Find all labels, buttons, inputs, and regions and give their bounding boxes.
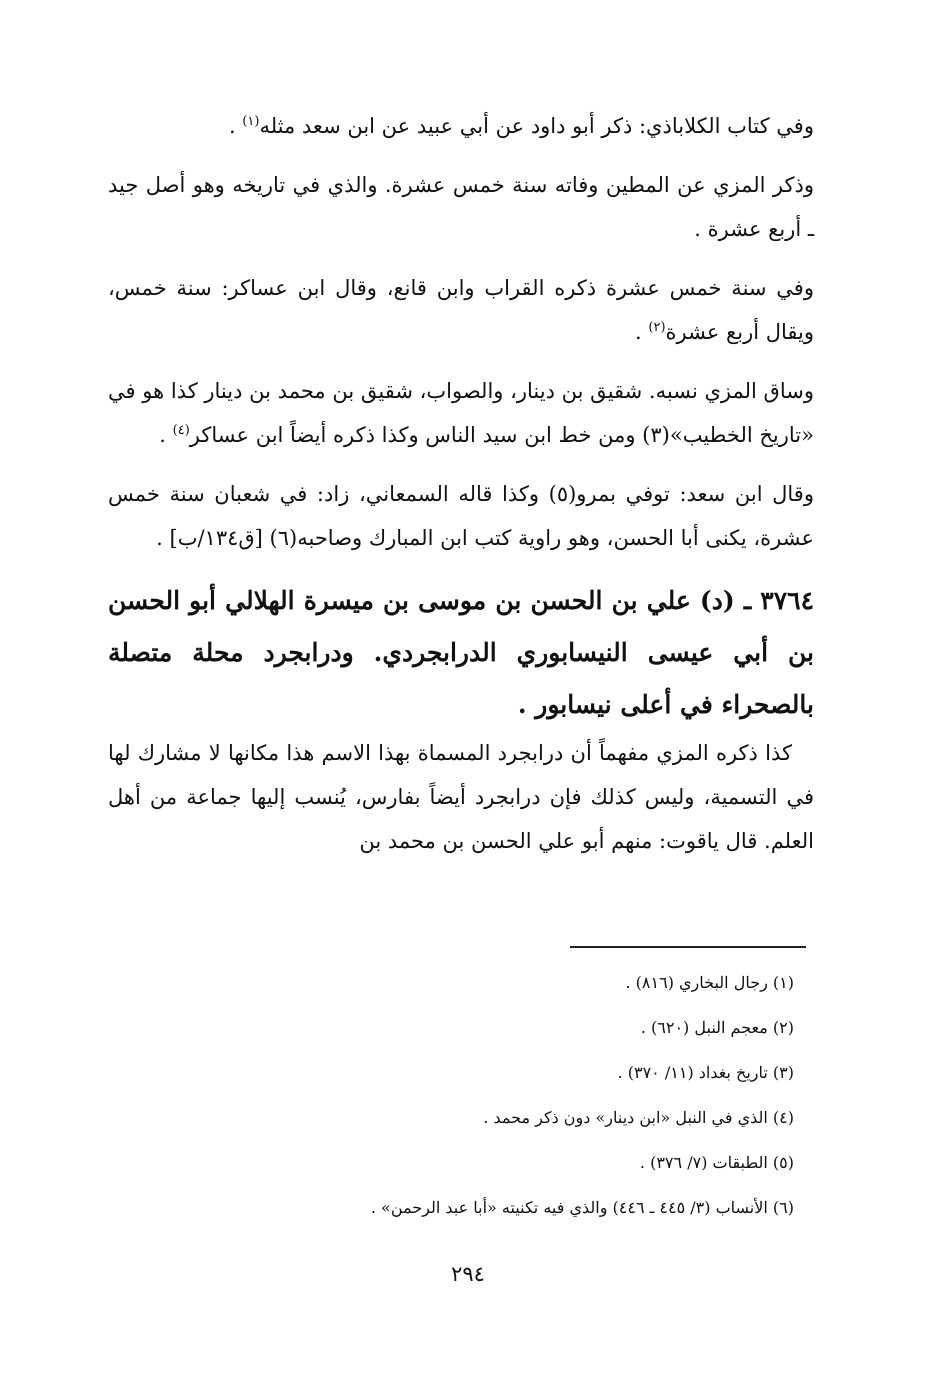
paragraph-5: وقال ابن سعد: توفي بمرو(٥) وكذا قاله السمعاني، زاد: في شعبان سنة خمس عشرة، يكنى أبا الحسن، وهو راوية كتب ابن المبارك وصاحبه(٦) [ق١٣٤/ب] . bbox=[108, 482, 814, 550]
footnote-2: (٢) معجم النبل (٦٢٠) . bbox=[640, 1018, 794, 1037]
footnote-6: (٦) الأنساب (٣/ ٤٤٥ ـ ٤٤٦) والذي فيه تكنيته «أبا عبد الرحمن» . bbox=[370, 1198, 794, 1217]
entry-body: كذا ذكره المزي مفهماً أن درابجرد المسماة بهذا الاسم هذا مكانها لا مشارك لها في التسمية، وليس كذلك فإن درابجرد أيضاً بفارس، يُنسب إليها جماعة من أهل العلم. قال ياقوت: منهم أبو علي الحسن بن محمد بن bbox=[108, 741, 814, 853]
footnote-ref: (٢) bbox=[648, 320, 666, 335]
footnote-ref: (٤) bbox=[172, 423, 190, 438]
entry-heading: ٣٧٦٤ ـ (د) علي بن الحسن بن موسى بن ميسرة الهلالي أبو الحسن بن أبي عيسى النيسابوري الدرابجردي. ودرابجرد محلة متصلة بالصحراء في أعلى نيسابور . bbox=[108, 586, 814, 719]
footnote-5: (٥) الطبقات (٧/ ٣٧٦) . bbox=[639, 1153, 794, 1172]
main-text bbox=[108, 104, 814, 863]
paragraph-2: وذكر المزي عن المطين وفاته سنة خمس عشرة. والذي في تاريخه وهو أصل جيد ـ أربع عشرة . bbox=[108, 173, 814, 241]
footnote-divider bbox=[570, 946, 806, 948]
footnote-ref: (١) bbox=[242, 114, 260, 129]
footnotes bbox=[150, 960, 794, 1230]
paragraph-3: وفي سنة خمس عشرة ذكره القراب وابن قانع، وقال ابن عساكر: سنة خمس، ويقال أربع عشرة$^{(٢)}$ . bbox=[108, 276, 814, 344]
paragraph-1: وفي كتاب الكلاباذي: ذكر أبو داود عن أبي عبيد عن ابن سعد مثله$^{(١)}$ . bbox=[228, 114, 814, 138]
footnote-4: (٤) الذي في النبل «ابن دينار» دون ذكر محمد . bbox=[483, 1108, 794, 1127]
page-number: ٢٩٤ bbox=[451, 1262, 485, 1286]
footnote-3: (٣) تاريخ بغداد (١١/ ٣٧٠) . bbox=[617, 1063, 794, 1082]
paragraph-4: وساق المزي نسبه. شقيق بن دينار، والصواب، شقيق بن محمد بن دينار كذا هو في «تاريخ الخطيب»(٣) ومن خط ابن سيد الناس وكذا ذكره أيضاً ابن عساكر$^{(٤)}$ . bbox=[108, 379, 814, 447]
footnote-1: (١) رجال البخاري (٨١٦) . bbox=[625, 973, 794, 992]
